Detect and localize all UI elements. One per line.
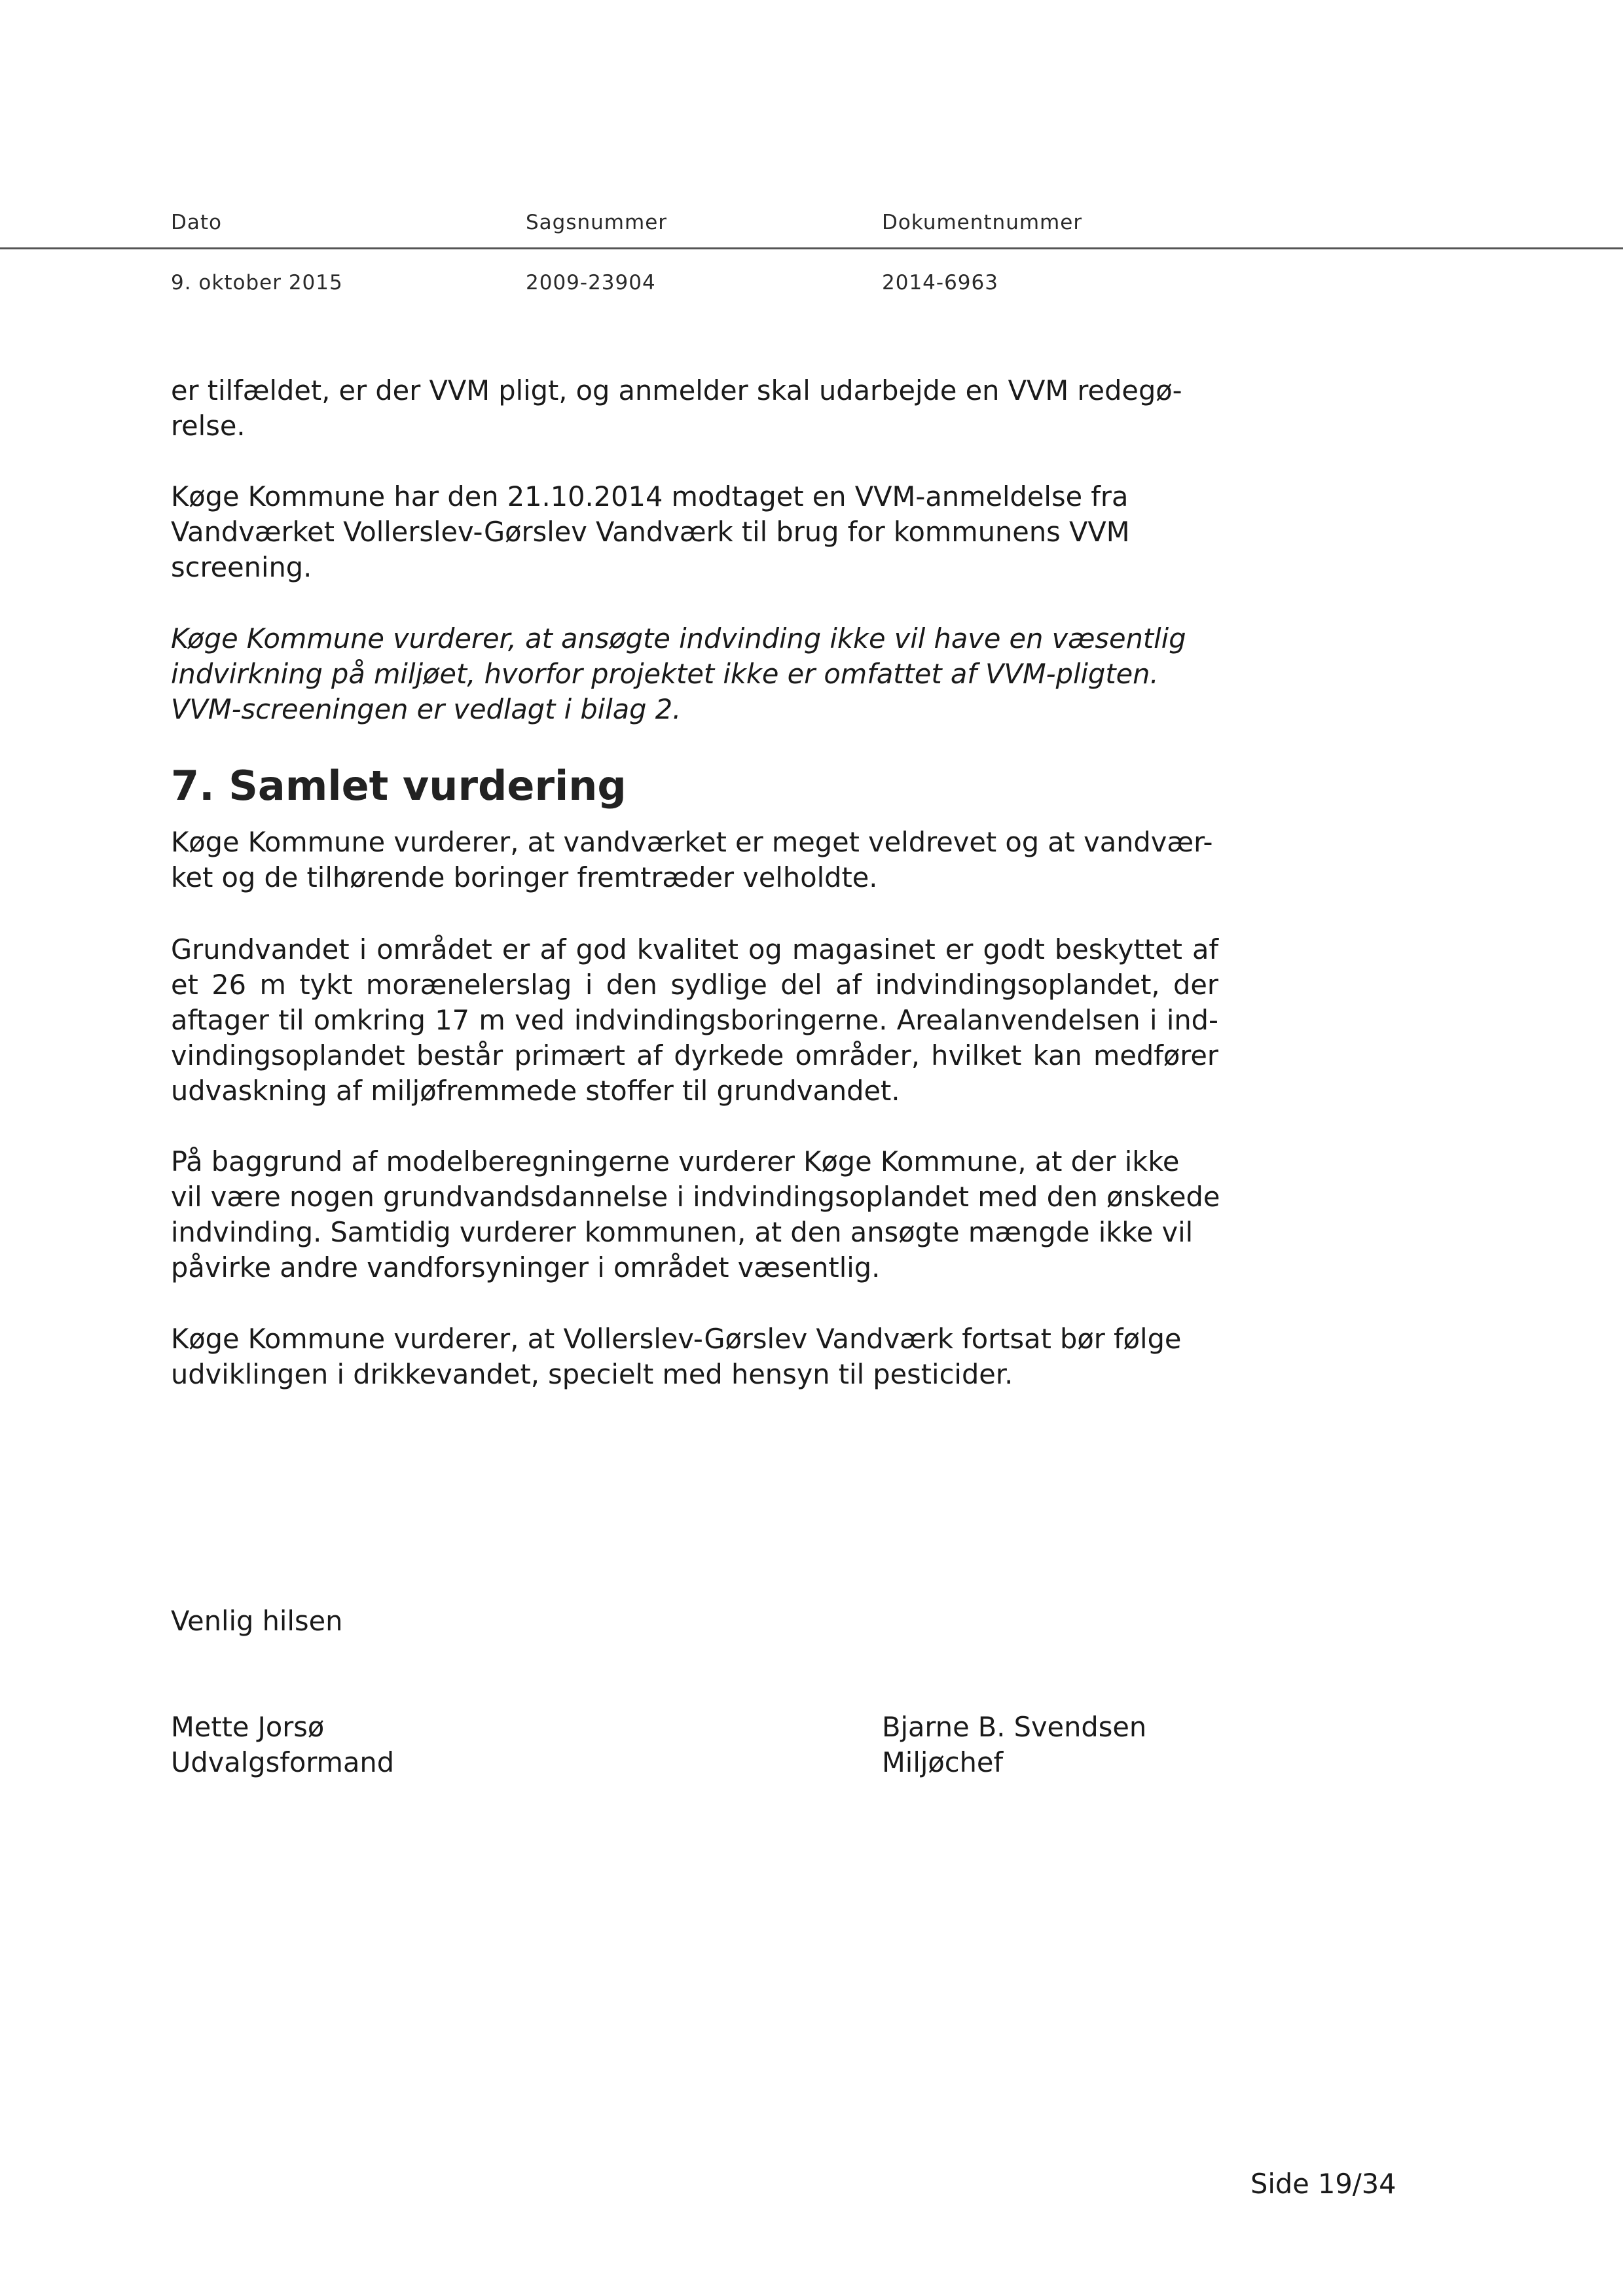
text-line: indvinding. Samtidig vurderer kommunen, at den ansøgte mængde ikke vil [171,1216,1194,1248]
paragraph-vvm-notification [171,479,1218,585]
text-line: er tilfældet, er der VVM pligt, og anmelder skal udarbejde en VVM redegø- [171,374,1182,406]
signatory-name: Mette Jorsø [171,1711,325,1743]
paragraph-vvm-obligation [171,373,1218,444]
text-line: vil være nogen grundvandsdannelse i indvindingsoplandet med den ønskede [171,1181,1220,1213]
header-divider [0,247,1623,249]
text-line: vindingsoplandet består primært af dyrkede områder, hvilket kan medfører [171,1039,1218,1071]
text-line: Grundvandet i området er af god kvalitet og magasinet er godt beskyttet af [171,933,1218,965]
text-line: screening. [171,551,312,583]
signatory-title: Udvalgsformand [171,1746,395,1778]
case-number-value: 2009-23904 [526,271,656,295]
text-line: udviklingen i drikkevandet, specielt med hensyn til pesticider. [171,1358,1013,1390]
paragraph-waterworks-assessment [171,825,1218,895]
paragraph-model-calculations [171,1144,1218,1285]
text-line: Vandværket Vollerslev-Gørslev Vandværk til brug for kommunens VVM [171,516,1130,548]
paragraph-vvm-assessment [171,621,1218,727]
date-label: Dato [171,211,222,234]
document-number-label: Dokumentnummer [882,211,1083,234]
text-line: På baggrund af modelberegningerne vurderer Køge Kommune, at der ikke [171,1145,1180,1177]
date-value: 9. oktober 2015 [171,271,343,295]
text-line: VVM-screeningen er vedlagt i bilag 2. [171,693,682,725]
text-line: indvirkning på miljøet, hvorfor projektet ikke er omfattet af VVM-pligten. [171,658,1159,690]
signatory-title: Miljøchef [882,1746,1004,1778]
signatory-right [882,1710,1406,1780]
text-line: Køge Kommune har den 21.10.2014 modtaget en VVM-anmeldelse fra [171,480,1129,512]
document-number-value: 2014-6963 [882,271,998,295]
closing-greeting: Venlig hilsen [171,1605,343,1637]
text-line: relse. [171,410,246,442]
text-line: Køge Kommune vurderer, at ansøgte indvinding ikke vil have en væsentlig [171,622,1186,655]
text-line: udvaskning af miljøfremmede stoffer til grundvandet. [171,1075,900,1107]
text-line: Køge Kommune vurderer, at Vollerslev-Gørslev Vandværk fortsat bør følge [171,1323,1182,1355]
paragraph-monitoring [171,1321,1218,1392]
page-number: Side 19/34 [1250,2168,1396,2200]
signatory-left [171,1710,695,1780]
section-heading: 7. Samlet vurdering [171,762,627,810]
text-line: aftager til omkring 17 m ved indvindingsboringerne. Arealanvendelsen i ind- [171,1004,1218,1036]
case-number-label: Sagsnummer [526,211,668,234]
signatory-name: Bjarne B. Svendsen [882,1711,1147,1743]
text-line: Køge Kommune vurderer, at vandværket er meget veldrevet og at vandvær- [171,826,1213,858]
text-line: påvirke andre vandforsyninger i området væsentlig. [171,1251,881,1283]
paragraph-groundwater-quality [171,932,1218,1109]
text-line: et 26 m tykt morænelerslag i den sydlige del af indvindingsoplandet, der [171,969,1218,1001]
text-line: ket og de tilhørende boringer fremtræder velholdte. [171,861,878,893]
